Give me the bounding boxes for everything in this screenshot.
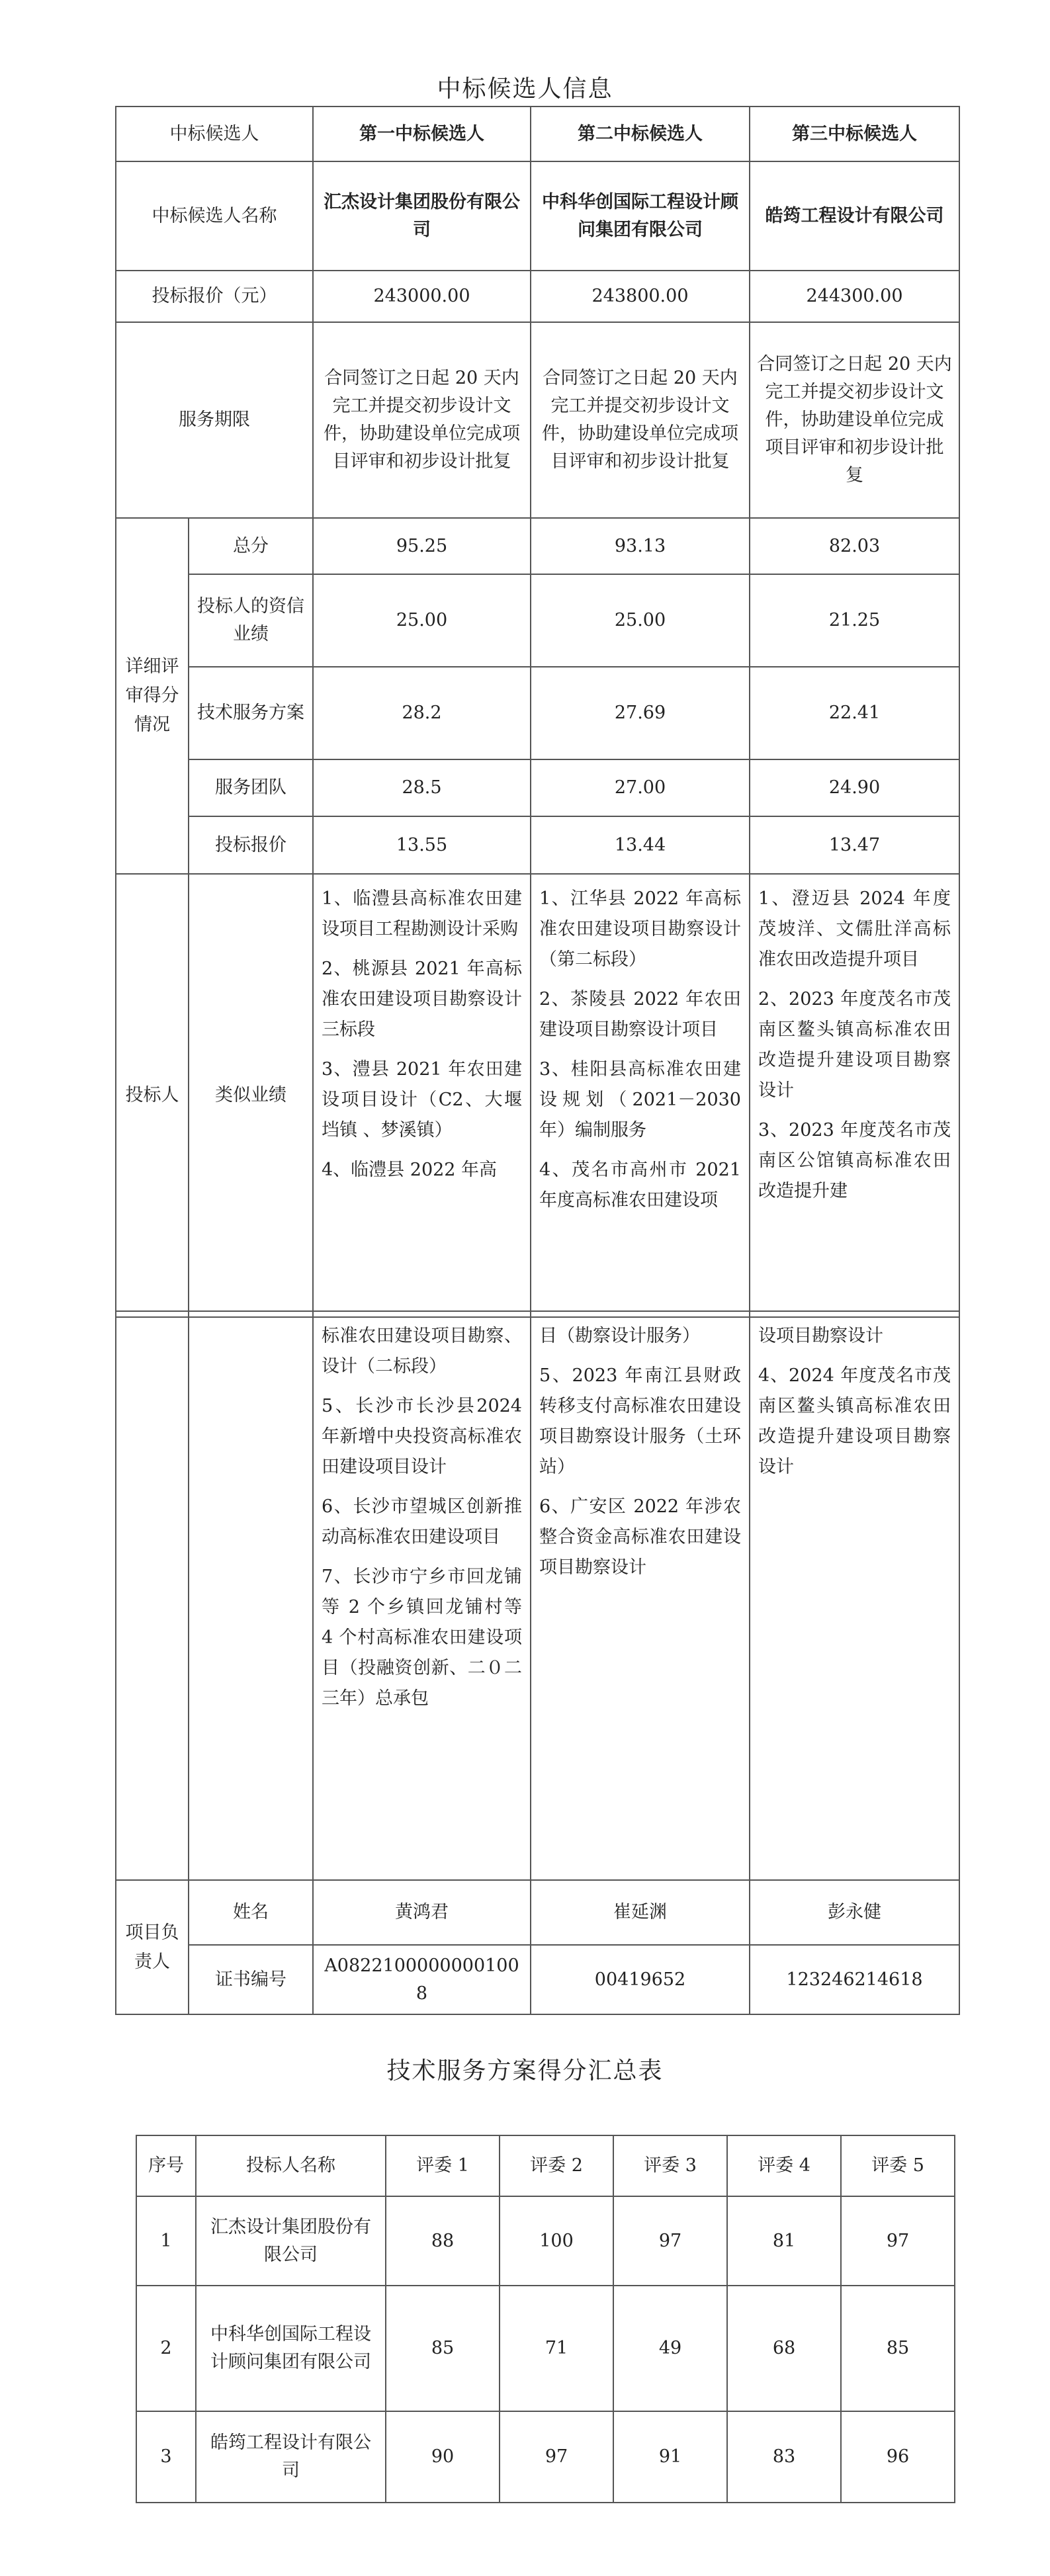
summary-score: 81 (727, 2196, 841, 2286)
score-label: 投标报价 (189, 816, 313, 874)
summary-score: 83 (727, 2411, 841, 2503)
performance-item: 3、2023 年度茂名市茂南区公馆镇高标准农田改造提升建 (758, 1120, 951, 1201)
score-value: 27.69 (531, 667, 750, 759)
summary-header: 投标人名称 (196, 2135, 386, 2196)
summary-score: 97 (500, 2411, 613, 2503)
performance-item: 目（勘察设计服务） (539, 1326, 700, 1346)
bid-value-2: 243800.00 (531, 271, 750, 322)
summary-header: 评委 3 (613, 2135, 727, 2196)
table-row (136, 2411, 955, 2503)
performance-cell-3-continued (750, 1311, 959, 1880)
bid-row (116, 271, 959, 322)
score-value: 28.5 (313, 759, 531, 816)
performance-row-continued (116, 1311, 959, 1880)
summary-bidder-name: 皓筠工程设计有限公司 (196, 2411, 386, 2503)
summary-score: 88 (386, 2196, 500, 2286)
score-label: 服务团队 (189, 759, 313, 816)
score-value: 93.13 (531, 518, 750, 574)
candidate-name-3: 皓筠工程设计有限公司 (750, 161, 959, 271)
header-candidate-3: 第三中标候选人 (750, 107, 959, 161)
summary-header: 评委 2 (500, 2135, 613, 2196)
bid-value-3: 244300.00 (750, 271, 959, 322)
table1-title: 中标候选人信息 (437, 75, 613, 103)
table3-title: 技术服务方案得分汇总表 (386, 2057, 664, 2084)
score-row-tech (116, 667, 959, 759)
bidder-group-label: 投标人 (116, 874, 189, 1317)
summary-score: 85 (386, 2286, 500, 2411)
performance-item: 4、茂名市高州市 2021年度高标准农田建设项 (539, 1160, 741, 1211)
performance-cell-1 (313, 874, 531, 1317)
manager-cert-3: 123246214618 (750, 1945, 959, 2014)
score-value: 13.47 (750, 816, 959, 874)
score-value: 27.00 (531, 759, 750, 816)
header-candidate-1: 第一中标候选人 (313, 107, 531, 161)
performance-row (116, 874, 959, 1317)
name-row (116, 161, 959, 271)
header-row (116, 107, 959, 161)
summary-header: 序号 (136, 2135, 196, 2196)
service-value-2: 合同签订之日起 20 天内完工并提交初步设计文件，协助建设单位完成项目评审和初步设计批复 (531, 322, 750, 518)
service-label: 服务期限 (116, 322, 313, 518)
score-value: 82.03 (750, 518, 959, 574)
manager-name-3: 彭永健 (750, 1880, 959, 1945)
summary-bidder-name: 中科华创国际工程设计顾问集团有限公司 (196, 2286, 386, 2411)
performance-item: 2、2023 年度茂名市茂南区鳌头镇高标准农田改造提升建设项目勘察设计 (758, 989, 951, 1101)
header-candidate-2: 第二中标候选人 (531, 107, 750, 161)
bid-value-1: 243000.00 (313, 271, 531, 322)
summary-header: 评委 1 (386, 2135, 500, 2196)
candidate-name-2: 中科华创国际工程设计顾问集团有限公司 (531, 161, 750, 271)
performance-item: 2、桃源县 2021 年高标准农田建设项目勘察设计三标段 (322, 959, 522, 1040)
blank-cell (189, 1311, 313, 1880)
manager-cert-1: A08221000000001008 (313, 1945, 531, 2014)
summary-header: 评委 5 (841, 2135, 955, 2196)
performance-item: 4、临澧县 2022 年高 (322, 1160, 498, 1180)
table-row (136, 2196, 955, 2286)
score-value: 13.44 (531, 816, 750, 874)
header-label: 中标候选人 (116, 107, 313, 161)
score-label: 投标人的资信业绩 (189, 574, 313, 667)
score-value: 22.41 (750, 667, 959, 759)
summary-bidder-name: 汇杰设计集团股份有限公司 (196, 2196, 386, 2286)
performance-item: 6、长沙市望城区创新推动高标准农田建设项目 (322, 1496, 522, 1547)
performance-item: 2、茶陵县 2022 年农田建设项目勘察设计项目 (539, 989, 741, 1040)
performance-item: 5、2023 年南江县财政转移支付高标准农田建设项目勘察设计服务（土环站） (539, 1365, 741, 1477)
score-value: 28.2 (313, 667, 531, 759)
summary-score: 85 (841, 2286, 955, 2411)
performance-item: 5、长沙市长沙县2024 年新增中央投资高标准农田建设项目设计 (322, 1396, 522, 1477)
performance-item: 设项目勘察设计 (758, 1326, 883, 1346)
performance-item: 4、2024 年度茂名市茂南区鳌头镇高标准农田改造提升建设项目勘察设计 (758, 1365, 951, 1477)
score-label: 技术服务方案 (189, 667, 313, 759)
summary-score: 49 (613, 2286, 727, 2411)
score-row-team (116, 759, 959, 816)
score-value: 95.25 (313, 518, 531, 574)
summary-no: 2 (136, 2286, 196, 2411)
summary-score: 100 (500, 2196, 613, 2286)
summary-score: 97 (841, 2196, 955, 2286)
score-row-bid (116, 816, 959, 874)
performance-cell-3 (750, 874, 959, 1317)
service-row (116, 322, 959, 518)
candidate-info-table-continued (115, 1310, 960, 2015)
performance-cell-2 (531, 874, 750, 1317)
score-value: 25.00 (313, 574, 531, 667)
performance-item: 6、广安区 2022 年涉农整合资金高标准农田建设项目勘察设计 (539, 1496, 741, 1578)
table-row (136, 2286, 955, 2411)
manager-group-label: 项目负责人 (116, 1880, 189, 2014)
name-label: 中标候选人名称 (116, 161, 313, 271)
score-label: 总分 (189, 518, 313, 574)
performance-cell-2-continued (531, 1311, 750, 1880)
summary-header: 评委 4 (727, 2135, 841, 2196)
summary-score: 68 (727, 2286, 841, 2411)
score-value: 25.00 (531, 574, 750, 667)
score-value: 13.55 (313, 816, 531, 874)
performance-cell-1-continued (313, 1311, 531, 1880)
summary-header-row (136, 2135, 955, 2196)
bid-label: 投标报价（元） (116, 271, 313, 322)
performance-item: 1、临澧县高标准农田建设项目工程勘测设计采购 (322, 888, 522, 939)
performance-item: 标准农田建设项目勘察、设计（二标段） (322, 1326, 522, 1377)
summary-no: 1 (136, 2196, 196, 2286)
summary-score: 96 (841, 2411, 955, 2503)
performance-label: 类似业绩 (189, 874, 313, 1317)
performance-item: 1、澄迈县 2024 年度茂坡洋、文儒肚洋高标准农田改造提升项目 (758, 888, 951, 970)
score-value: 21.25 (750, 574, 959, 667)
score-row-credit (116, 574, 959, 667)
summary-score: 90 (386, 2411, 500, 2503)
manager-name-1: 黄鸿君 (313, 1880, 531, 1945)
blank-cell (116, 1311, 189, 1880)
performance-item: 7、长沙市宁乡市回龙铺等 2 个乡镇回龙铺村等 4 个村高标准农田建设项目（投融资创新、二０二三年）总承包 (322, 1567, 522, 1709)
summary-score: 91 (613, 2411, 727, 2503)
score-value: 24.90 (750, 759, 959, 816)
service-value-3: 合同签订之日起 20 天内完工并提交初步设计文件，协助建设单位完成项目评审和初步设计批复 (750, 322, 959, 518)
manager-cert-label: 证书编号 (189, 1945, 313, 2014)
summary-score: 71 (500, 2286, 613, 2411)
summary-score: 97 (613, 2196, 727, 2286)
service-value-1: 合同签订之日起 20 天内完工并提交初步设计文件，协助建设单位完成项目评审和初步设计批复 (313, 322, 531, 518)
manager-name-row (116, 1880, 959, 1945)
summary-no: 3 (136, 2411, 196, 2503)
performance-item: 3、澧县 2021 年农田建设项目设计（C2、大堰垱镇 、梦溪镇） (322, 1059, 522, 1140)
manager-name-label: 姓名 (189, 1880, 313, 1945)
score-group-label: 详细评审得分情况 (116, 518, 189, 874)
manager-cert-row (116, 1945, 959, 2014)
performance-item: 1、江华县 2022 年高标准农田建设项目勘察设计（第二标段） (539, 888, 741, 970)
tech-score-summary-table (136, 2135, 955, 2503)
candidate-info-table (115, 106, 960, 1318)
manager-cert-2: 00419652 (531, 1945, 750, 2014)
score-row-total (116, 518, 959, 574)
performance-item: 3、桂阳县高标准农田建设规划（2021－2030年）编制服务 (539, 1059, 741, 1140)
manager-name-2: 崔延渊 (531, 1880, 750, 1945)
candidate-name-1: 汇杰设计集团股份有限公司 (313, 161, 531, 271)
